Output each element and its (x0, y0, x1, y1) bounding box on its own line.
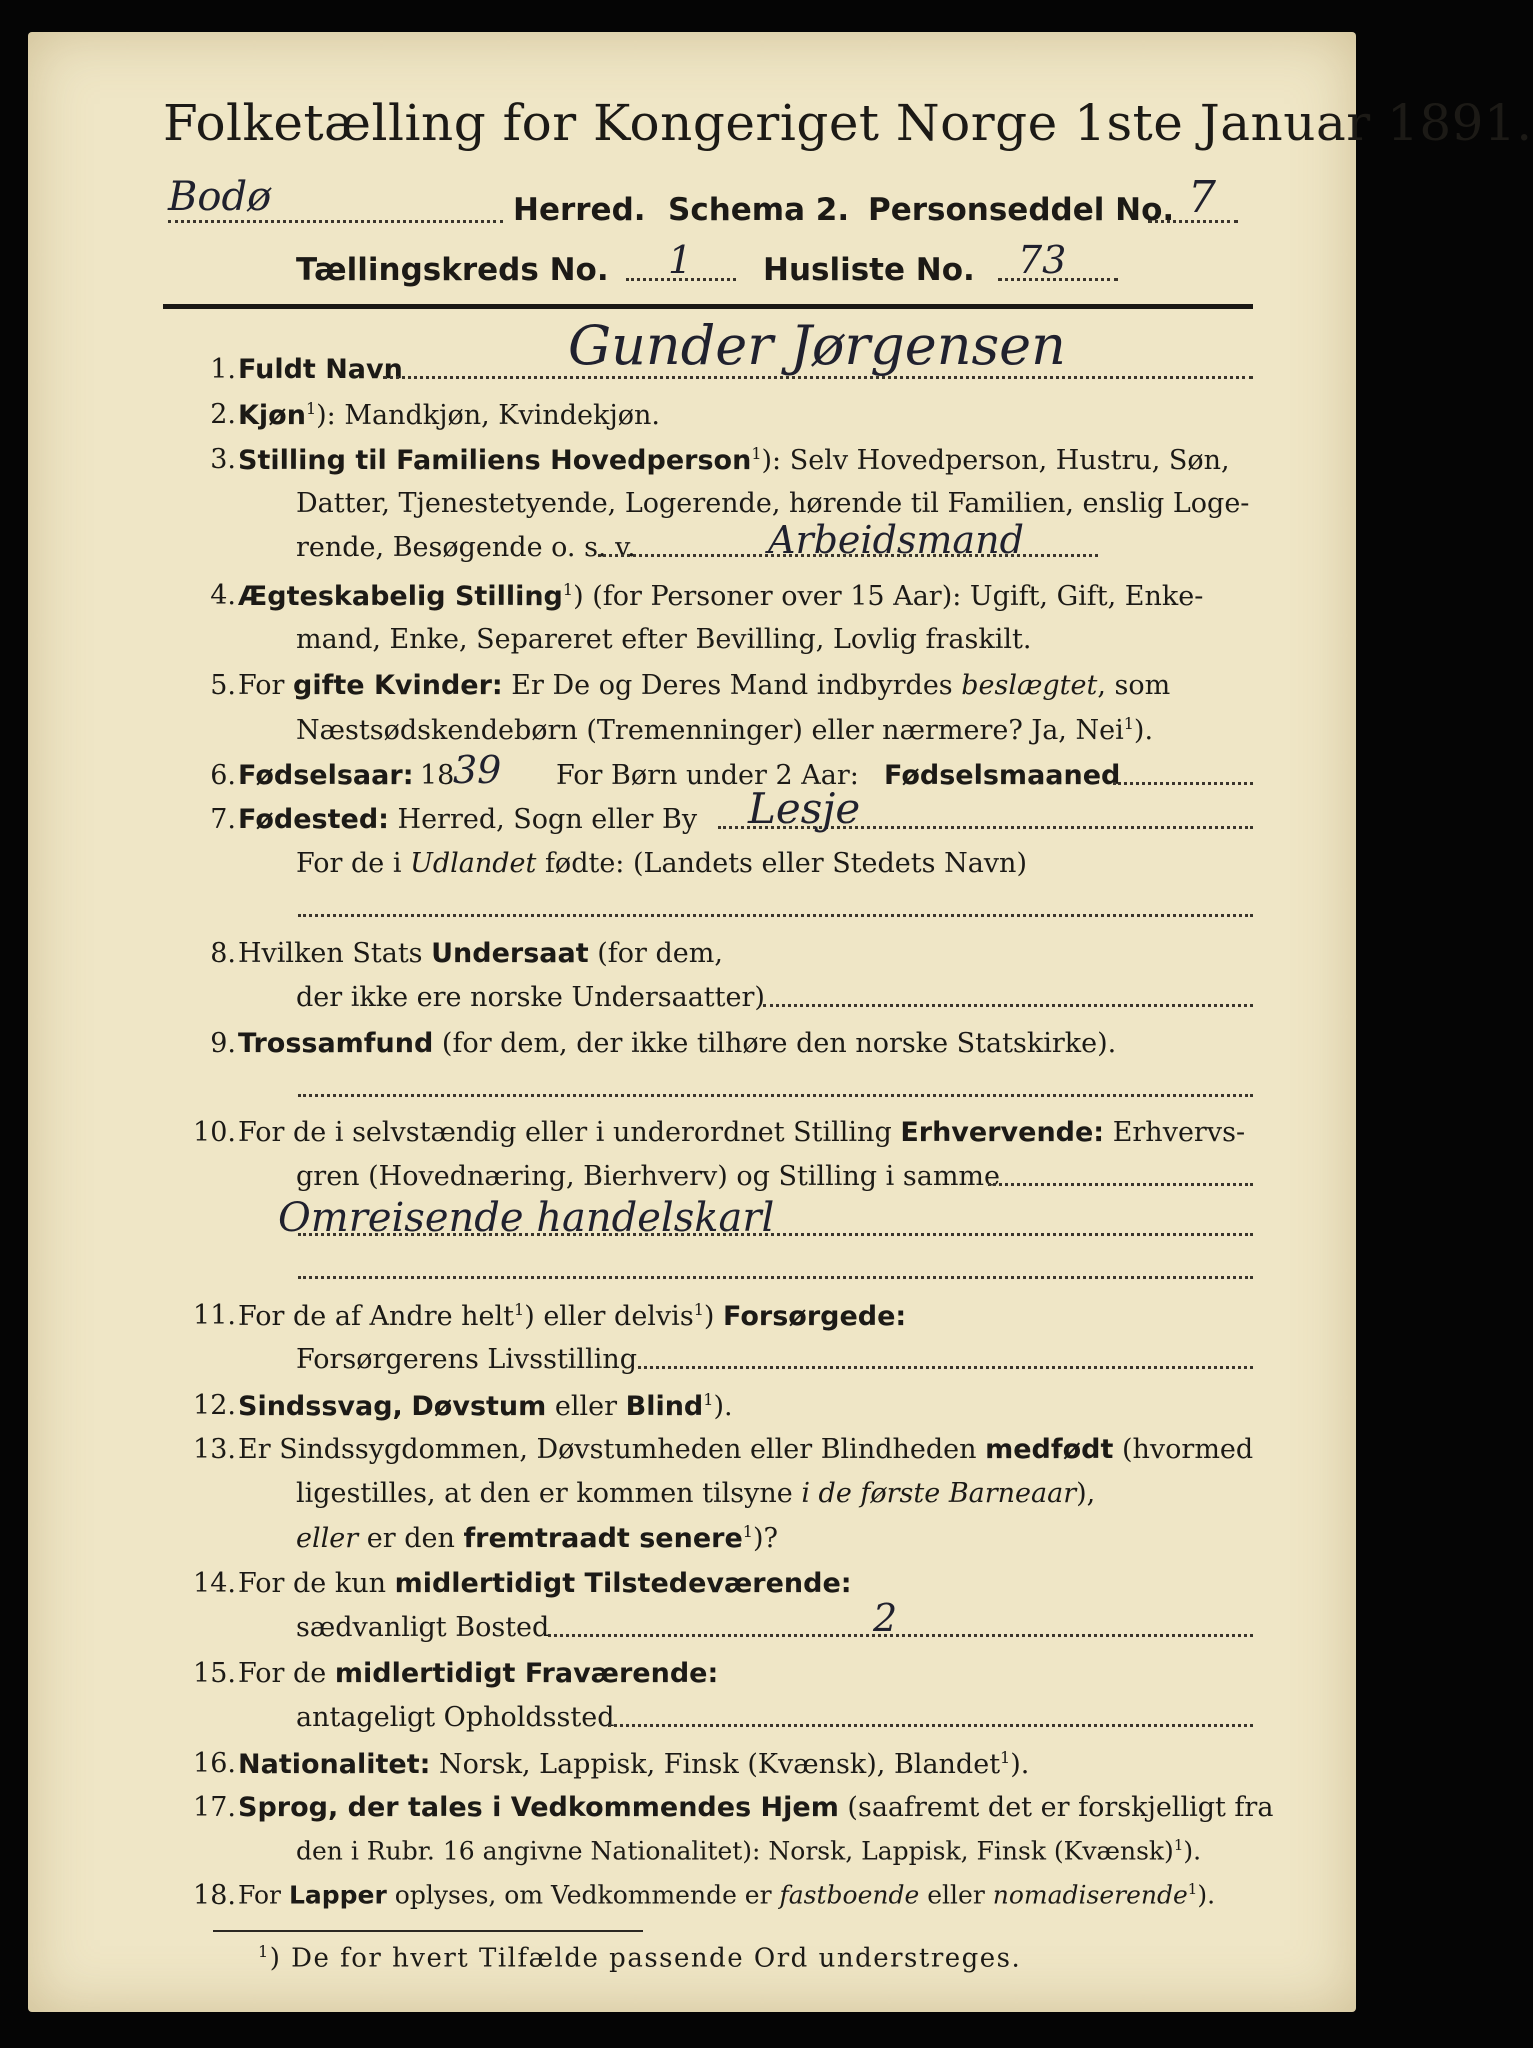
q18-num: 18. (193, 1880, 236, 1911)
q6-label2: Fødselsmaaned (884, 760, 1121, 791)
q2-text: ): Mandkjøn, Kvindekjøn. (316, 400, 660, 431)
q5-sup: 1 (1123, 714, 1134, 733)
q11-text1-end: ) (703, 1301, 723, 1332)
q12-label3: Blind (625, 1391, 704, 1422)
q9-dotline (298, 1094, 1253, 1097)
q18-text1: For (238, 1880, 289, 1910)
footnote-rule (213, 1930, 643, 1932)
q13-sup: 1 (742, 1522, 753, 1541)
q1-value: Gunder Jørgensen (568, 314, 1066, 377)
herred-label: Herred. (513, 192, 646, 228)
q2-sup: 1 (305, 399, 317, 418)
q14-text1: For de kun (238, 1568, 395, 1599)
q8-num: 8. (210, 938, 236, 969)
q16-end: ). (1010, 1749, 1030, 1780)
q3-num: 3. (210, 444, 236, 475)
q11-dotline (638, 1366, 1253, 1369)
q3-text1: ): Selv Hovedperson, Hustru, Søn, (761, 445, 1230, 476)
q4-label: Ægteskabelig Stilling (238, 581, 563, 612)
q18-text2: oplyses, om Vedkommende er (386, 1880, 780, 1910)
q15-num: 15. (193, 1658, 236, 1689)
q18-sup: 1 (1187, 1880, 1198, 1898)
q1-num: 1. (210, 354, 236, 385)
q6-prefix: 18 (420, 760, 455, 791)
q10-num: 10. (193, 1117, 236, 1148)
q12-sup: 1 (703, 1390, 714, 1409)
footnote-sup: 1 (258, 1942, 270, 1961)
q7-text1: Herred, Sogn eller By (388, 804, 698, 835)
q10-value: Omreisende handelskarl (278, 1195, 775, 1241)
q15-dotline (608, 1724, 1253, 1727)
census-form (28, 32, 1533, 2012)
q13-text1: Er Sindssygdommen, Døvstumheden eller Blindheden (238, 1434, 986, 1465)
q7-value: Lesje (748, 784, 861, 833)
personseddel-label: Personseddel No. (868, 192, 1175, 228)
q16-num: 16. (193, 1748, 236, 1779)
q13-num: 13. (193, 1434, 236, 1465)
footnote-text: ) De for hvert Tilfælde passende Ord understreges. (269, 1943, 1022, 1974)
q10-dotline3 (298, 1276, 1253, 1279)
q3-text3: rende, Besøgende o. s. v. (296, 532, 636, 563)
q12-label1: Sindssvag, (238, 1391, 403, 1422)
q5-text1: Er De og Deres Mand indbyrdes (502, 670, 962, 701)
q11-num: 11. (193, 1300, 236, 1331)
q8-text1: (for dem, (588, 938, 723, 969)
kreds-value: 1 (668, 238, 693, 282)
q15-text1: For de (238, 1658, 335, 1689)
q14-label: midlertidigt Tilstedeværende: (394, 1568, 852, 1599)
q10-dotline2 (298, 1233, 1253, 1236)
q6-text: For Børn under 2 Aar: (556, 760, 859, 791)
q13-text2: ligestilles, at den er kommen tilsyne (296, 1478, 802, 1509)
q15-text2: antageligt Opholdssted (296, 1702, 615, 1733)
q18-end: ). (1197, 1880, 1216, 1910)
q17-text1: (saafremt det er forskjelligt fra (838, 1792, 1274, 1823)
q4-text2: mand, Enke, Separeret efter Bevilling, Lovlig fraskilt. (296, 624, 1032, 655)
q14-value: 2 (873, 1596, 898, 1640)
q3-label: Stilling til Familiens Hovedperson (238, 445, 752, 476)
q3-sup: 1 (751, 444, 762, 463)
q14-num: 14. (193, 1568, 236, 1599)
personseddel-value: 7 (1188, 172, 1216, 223)
q18-italic1: fastboende (779, 1880, 920, 1910)
q18-italic2: nomadiserende (992, 1880, 1188, 1910)
q1-label: Fuldt Navn (238, 354, 403, 385)
q14-dotline (548, 1634, 1253, 1637)
husliste-value: 73 (1018, 238, 1067, 282)
q3-text2: Datter, Tjenestetyende, Logerende, hørende til Familien, enslig Loge- (296, 488, 1250, 519)
q9-num: 9. (210, 1028, 236, 1059)
q13-text3-end: )? (752, 1523, 778, 1554)
herred-value: Bodø (168, 174, 272, 220)
herred-dotline (168, 220, 503, 223)
q11-sup-b: 1 (693, 1300, 704, 1319)
q6-label: Fødselsaar: (238, 760, 414, 791)
q7-dotline2 (298, 914, 1253, 917)
q4-text1: ) (for Personer over 15 Aar): Ugift, Gift, Enke- (573, 581, 1204, 612)
q11-label: Forsørgede: (723, 1301, 907, 1332)
q13-text3: er den (358, 1523, 464, 1554)
q17-num: 17. (193, 1792, 236, 1823)
q18-text3: eller (919, 1880, 993, 1910)
q10-dotline (988, 1183, 1253, 1186)
husliste-label: Husliste No. (763, 252, 975, 288)
q17-text2: den i Rubr. 16 angivne Nationalitet): Norsk, Lappisk, Finsk (Kvænsk) (296, 1836, 1174, 1866)
q13-label: medfødt (985, 1434, 1114, 1465)
q13-text2-end: ), (1076, 1478, 1096, 1509)
kreds-label: Tællingskreds No. (296, 252, 609, 288)
q6-num: 6. (210, 760, 236, 791)
q12-mid: eller (546, 1391, 626, 1422)
header-rule (163, 304, 1253, 309)
q8-dotline (763, 1004, 1253, 1007)
q8-text1-pre: Hvilken Stats (238, 938, 432, 969)
q5-text2-end: ). (1133, 715, 1154, 746)
q6-dotline (1113, 782, 1253, 785)
schema-label: Schema 2. (668, 192, 850, 228)
q7-num: 7. (210, 804, 236, 835)
q7-label: Fødested: (238, 804, 389, 835)
q4-num: 4. (210, 580, 236, 611)
q13-text3-italic: eller (296, 1523, 359, 1554)
q9-text: (for dem, der ikke tilhøre den norske Statskirke). (433, 1028, 1117, 1059)
q8-label: Undersaat (431, 938, 589, 969)
q2-label: Kjøn (238, 400, 306, 431)
q10-text1-end: Erhvervs- (1104, 1117, 1246, 1148)
q17-label: Sprog, der tales i Vedkommendes Hjem (238, 1792, 839, 1823)
q10-text2: gren (Hovednæring, Bierhverv) og Stilling i samme (296, 1161, 1001, 1192)
q3-value: Arbeidsmand (768, 518, 1024, 562)
q17-sup: 1 (1173, 1836, 1184, 1854)
q5-text1-end: , som (1097, 670, 1171, 701)
q11-text1: For de af Andre helt (238, 1301, 515, 1332)
q7-text2-italic: Udlandet (410, 848, 537, 879)
q18-label: Lapper (288, 1880, 387, 1910)
q13-text2-italic: i de første Barneaar (801, 1478, 1077, 1509)
q2-num: 2. (210, 399, 236, 430)
q16-text: Norsk, Lappisk, Finsk (Kvænsk), Blandet (430, 1749, 1001, 1780)
q5-label: gifte Kvinder: (293, 670, 503, 701)
q16-sup: 1 (1000, 1748, 1011, 1767)
q7-text2-pre: For de i (296, 848, 411, 879)
q7-text2: fødte: (Landets eller Stedets Navn) (536, 848, 1027, 879)
q6-value: 39 (453, 748, 502, 792)
q11-text2: Forsørgerens Livsstilling (296, 1344, 638, 1375)
q12-label2: Døvstum (411, 1391, 547, 1422)
q15-label: midlertidigt Fraværende: (334, 1658, 719, 1689)
q16-label: Nationalitet: (238, 1749, 431, 1780)
q10-label: Erhvervende: (900, 1117, 1105, 1148)
q12-end: ). (713, 1391, 733, 1422)
q11-text1-mid: ) eller delvis (524, 1301, 694, 1332)
q17-end: ). (1183, 1836, 1202, 1866)
footnote (258, 1942, 1021, 1974)
q5-text2: Næstsødskendebørn (Tremenninger) eller nærmere? Ja, Nei (296, 715, 1124, 746)
q12-num: 12. (193, 1390, 236, 1421)
q14-text2: sædvanligt Bosted (296, 1612, 550, 1643)
q5-text1-italic: beslægtet (961, 670, 1098, 701)
q8-text2: der ikke ere norske Undersaatter) (296, 982, 765, 1013)
q5-num: 5. (210, 670, 236, 701)
q9-label: Trossamfund (238, 1028, 434, 1059)
q4-sup: 1 (562, 580, 574, 599)
q11-sup-a: 1 (514, 1300, 525, 1319)
q10-text1: For de i selvstændig eller i underordnet Stilling (238, 1117, 901, 1148)
form-title: Folketælling for Kongeriget Norge 1ste Januar 1891. (163, 94, 1533, 152)
q13-label2: fremtraadt senere (463, 1523, 743, 1554)
q13-text1-end: (hvormed (1113, 1434, 1254, 1465)
q5-label-pre: For (238, 670, 294, 701)
